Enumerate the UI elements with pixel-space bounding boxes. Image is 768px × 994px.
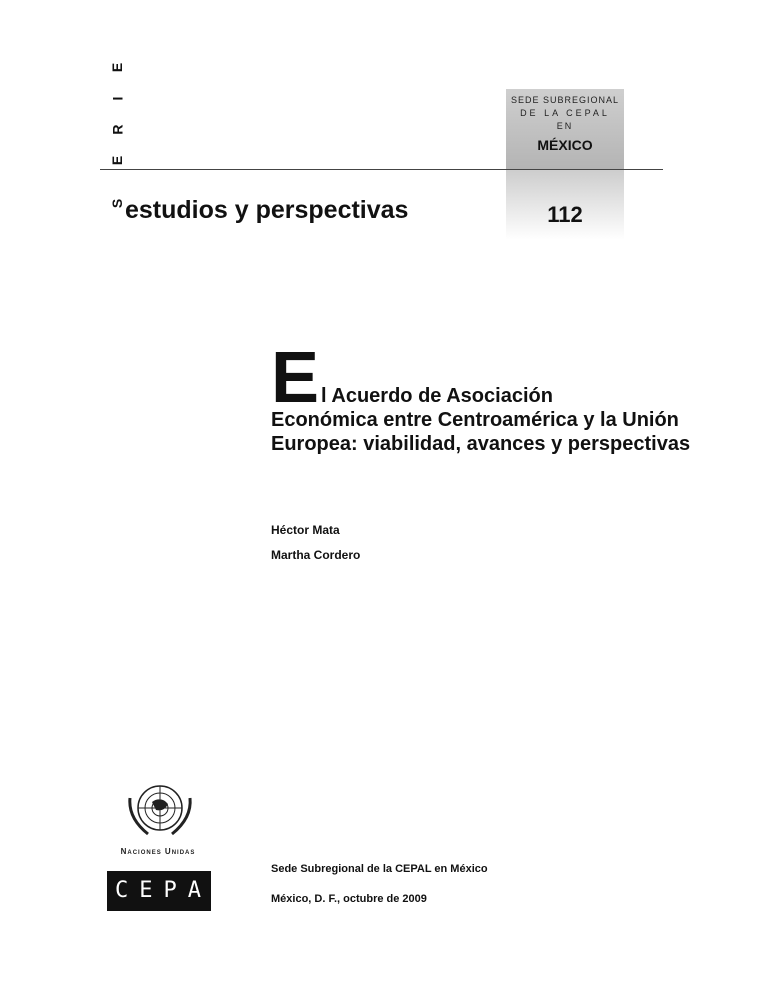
un-label: Naciones Unidas	[120, 847, 196, 856]
issue-number: 112	[547, 202, 583, 227]
title-rest: Económica entre Centroamérica y la Unión Europea: viabilidad, avances y perspectivas	[271, 409, 691, 455]
footer-institution: Sede Subregional de la CEPAL en México	[271, 863, 488, 875]
serie-letter: I	[109, 96, 126, 101]
sede-country: MÉXICO	[537, 137, 593, 153]
author: Martha Cordero	[271, 548, 361, 562]
serie-letter: S	[109, 198, 126, 209]
sede-box	[506, 89, 624, 169]
serie-vertical-label	[108, 52, 128, 219]
title-first-line: l Acuerdo de Asociación	[321, 385, 553, 407]
sede-line: SEDE SUBREGIONAL	[510, 95, 620, 105]
sede-line: EN	[556, 121, 574, 131]
footer-place-date: México, D. F., octubre de 2009	[271, 893, 427, 905]
issue-number-box	[506, 170, 624, 240]
series-title: estudios y perspectivas	[125, 196, 409, 224]
serie-letter: E	[109, 155, 126, 166]
title-dropcap: E	[271, 338, 320, 418]
document-title	[271, 338, 691, 456]
authors	[271, 523, 360, 573]
serie-letter: R	[109, 124, 126, 135]
cepal-logo: CEPAL	[107, 871, 211, 911]
un-emblem-icon	[120, 778, 200, 842]
author: Héctor Mata	[271, 523, 340, 537]
sede-line: DE LA CEPAL	[520, 108, 610, 118]
serie-letter: E	[109, 62, 126, 73]
